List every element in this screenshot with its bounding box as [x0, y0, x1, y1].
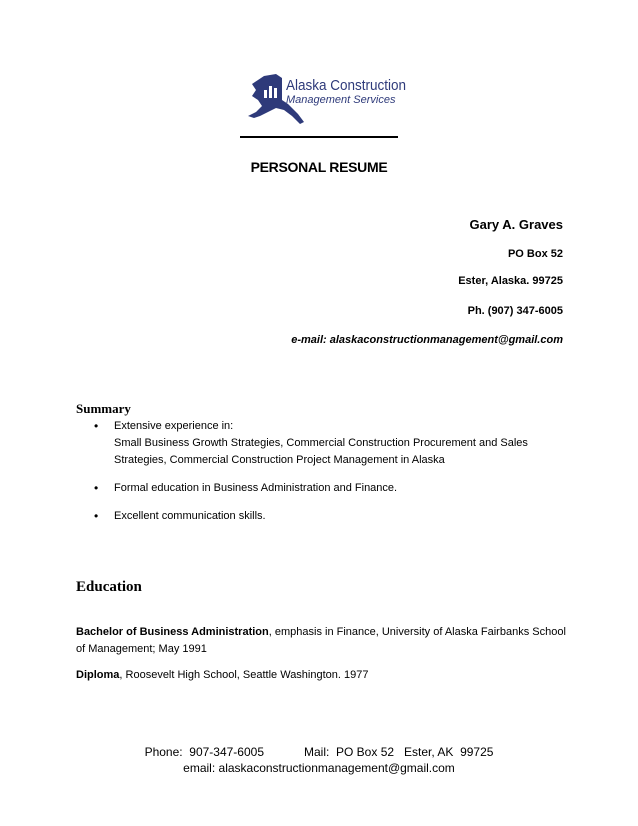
summary-item-detail: Small Business Growth Strategies, Commercial Construction Procurement and Sales Strategies, Commercial Construction Project Management in Alaska: [114, 437, 528, 466]
summary-item-lead: Extensive experience in:: [114, 420, 234, 432]
summary-item-lead: Formal education in Business Administration and Finance.: [114, 482, 398, 494]
contact-name: Gary A. Graves: [469, 217, 563, 232]
logo-line2: Management Services: [286, 94, 396, 106]
education-detail: , Roosevelt High School, Seattle Washington. 1977: [119, 669, 369, 681]
education-heading: Education: [76, 579, 142, 595]
contact-po-box: PO Box 52: [507, 248, 563, 260]
logo-underline: [240, 136, 398, 138]
list-item: [94, 480, 564, 497]
summary-item-lead: Excellent communication skills.: [114, 510, 266, 522]
document-title: PERSONAL RESUME: [250, 159, 388, 175]
contact-email: e-mail: alaskaconstructionmanagement@gmail.com: [291, 334, 563, 346]
list-item: [94, 508, 564, 525]
footer-contact-line: Phone: 907-347-6005 Mail: PO Box 52 Ester, AK 99725: [144, 745, 494, 759]
education-degree: Diploma: [76, 669, 120, 681]
contact-city: Ester, Alaska. 99725: [458, 275, 563, 287]
logo-wordmark: [286, 78, 419, 106]
contact-phone: Ph. (907) 347-6005: [467, 305, 563, 317]
footer-email-line: email: alaskaconstructionmanagement@gmail.com: [183, 761, 455, 775]
company-logo: [246, 70, 407, 130]
logo-line1: Alaska Construction: [286, 77, 407, 94]
education-entry: [76, 624, 576, 658]
summary-heading: Summary: [76, 401, 131, 416]
education-degree: Bachelor of Business Administration: [76, 626, 269, 638]
education-detail: , emphasis in Finance, University of Alaska Fairbanks School of Management; May 1991: [76, 626, 566, 655]
summary-list: [94, 418, 564, 525]
education-entry: [76, 667, 576, 684]
list-item: [94, 418, 564, 469]
